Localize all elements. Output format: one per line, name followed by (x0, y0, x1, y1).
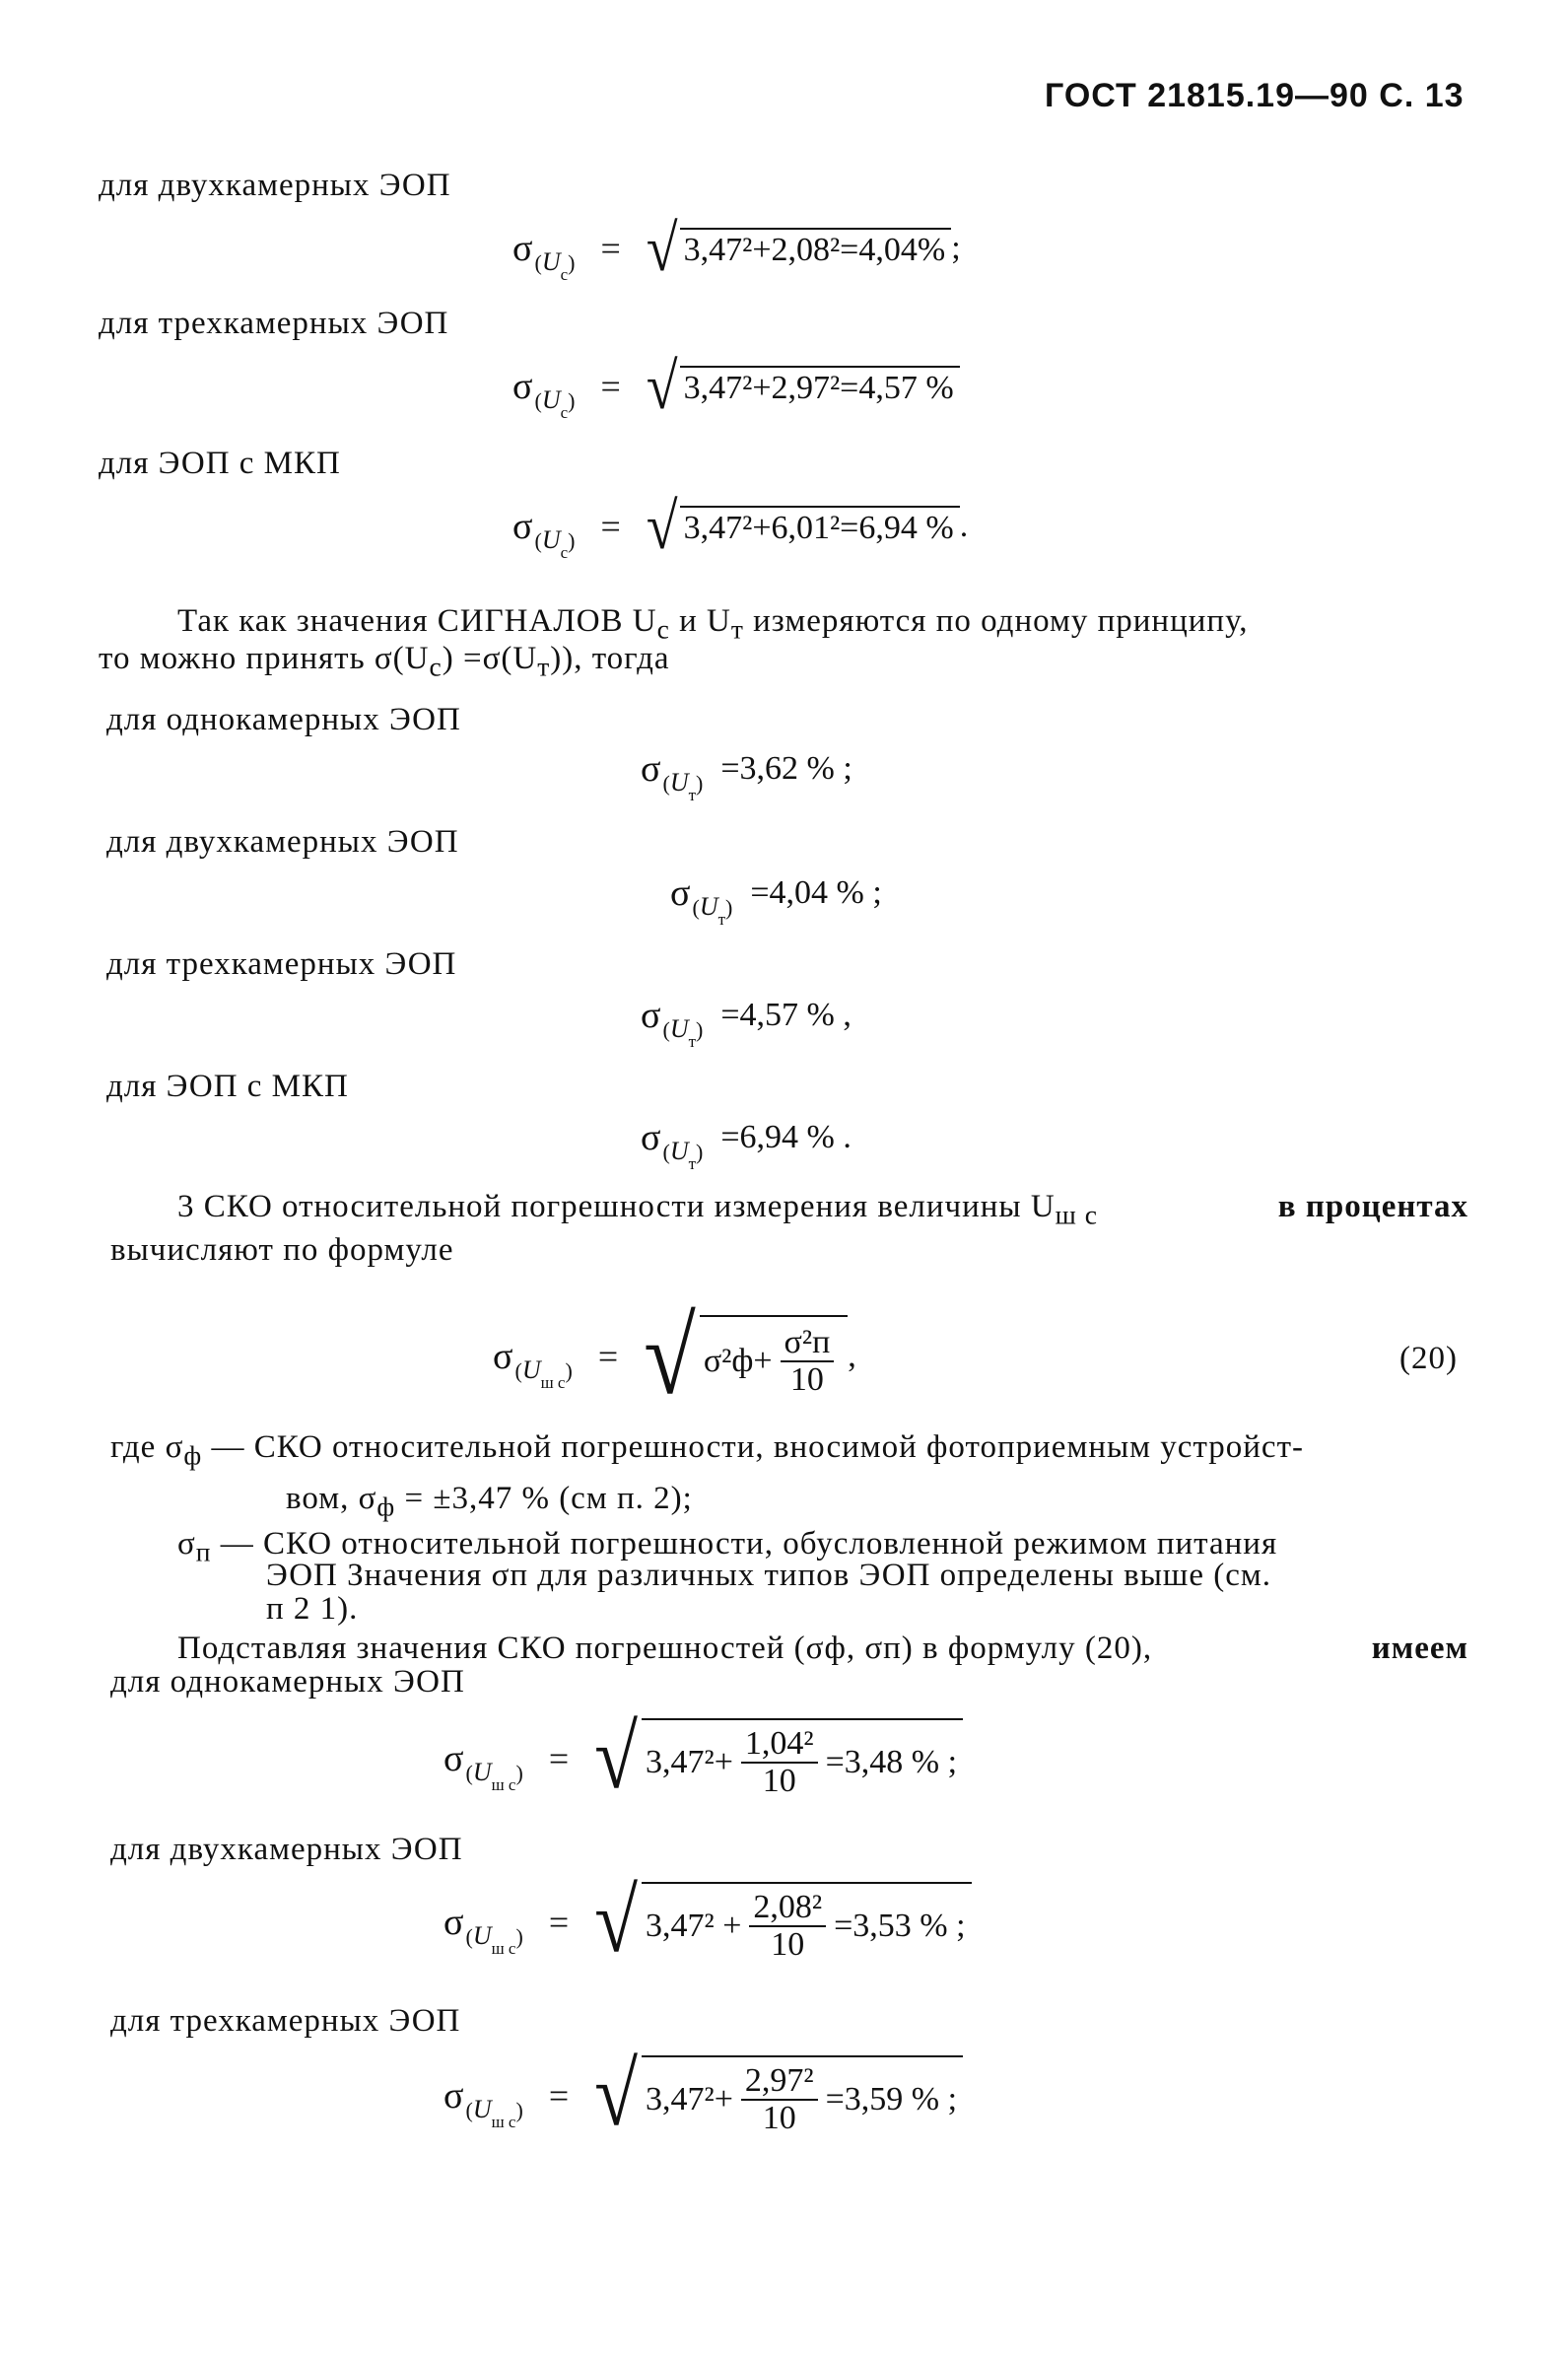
where-line-2: вом, $\sigma_ф = \pm 3,47$ % (см п. 2); (286, 1481, 693, 1522)
where-line-3: $\sigma_п$ — СКО относительной погрешности, обусловленной режимом питания (177, 1526, 1278, 1567)
formula-sigma-ushc-one: σ $(U_{ш с})$ = √ 3,47²+ $\frac{\text{1,04²}}{10}$ =3,48 % ; (443, 1713, 963, 1803)
label-mcp: для ЭОП с МКП (99, 446, 341, 481)
where-line-5: п 2 1). (266, 1591, 359, 1627)
formula-20: σ $(U_{ш с})$ = √ σ²ф+ $\frac{\text{σ²п}}{10}$ , (493, 1294, 856, 1418)
label-two-chamber-3: для двухкамерных ЭОП (110, 1832, 463, 1867)
label-three-chamber-2: для трехкамерных ЭОП (106, 946, 457, 982)
label-one-chamber-3: для однокамерных ЭОП (110, 1664, 465, 1700)
section-3-line-2: вычисляют по формуле (110, 1232, 454, 1268)
label-two-chamber: для двухкамерных ЭОП (99, 168, 451, 203)
paragraph-line-1: Так как значения СИГНАЛОВ $U_с$ и $U_т$ измеряются по одному принципу, (177, 603, 1249, 645)
formula-sigma-uc-mcp: σ $(U_с)$ = √ 3,47²+6,01²=6,94 % . (512, 489, 969, 563)
formula-sigma-ut-mcp: σ $(U_т)$ =6,94 % . (641, 1117, 852, 1173)
section-3-line-1: 3 СКО относительной погрешности измерения величины $U_{ш с}$ в процентах (177, 1189, 1468, 1230)
formula-sigma-ut-two: σ $(U_т)$ =4,04 % ; (670, 872, 882, 929)
paragraph-line-2: то можно принять $\sigma(U_с) =\sigma(U_т)$), тогда (99, 641, 670, 682)
substitution-line-1: Подставляя значения СКО погрешностей (σф, σп) в формулу (20), имеем (177, 1631, 1468, 1666)
where-line-4: ЭОП Значения σп для различных типов ЭОП определены выше (см. (266, 1558, 1271, 1593)
where-line-1: где $\sigma_ф$ — СКО относительной погрешности, вносимой фотоприемным устройст- (110, 1429, 1304, 1471)
formula-sigma-ut-three: σ $(U_т)$ =4,57 % , (641, 995, 852, 1051)
label-three-chamber: для трехкамерных ЭОП (99, 306, 449, 341)
page-header: ГОСТ 21815.19—90 С. 13 (1045, 77, 1465, 114)
formula-sigma-ushc-three: σ $(U_{ш с})$ = √ 3,47²+ $\frac{\text{2,97²}}{10}$ =3,59 % ; (443, 2050, 963, 2140)
formula-sigma-uc-three: σ $(U_с)$ = √ 3,47²+2,97²=4,57 % (512, 353, 960, 419)
formula-sigma-ushc-two: σ $(U_{ш с})$ = √ 3,47² + $\frac{\text{2,08²}}{10}$ =3,53 % ; (443, 1877, 972, 1967)
equation-number-20: (20) (1399, 1341, 1458, 1376)
formula-sigma-uc-two: σ $(U_с)$ = √ 3,47²+2,08²=4,04% ; (512, 211, 961, 285)
label-three-chamber-3: для трехкамерных ЭОП (110, 2003, 461, 2039)
label-mcp-2: для ЭОП с МКП (106, 1069, 349, 1104)
label-one-chamber: для однокамерных ЭОП (106, 702, 461, 737)
label-two-chamber-2: для двухкамерных ЭОП (106, 824, 459, 860)
formula-sigma-ut-one: σ $(U_т)$ =3,62 % ; (641, 748, 852, 804)
